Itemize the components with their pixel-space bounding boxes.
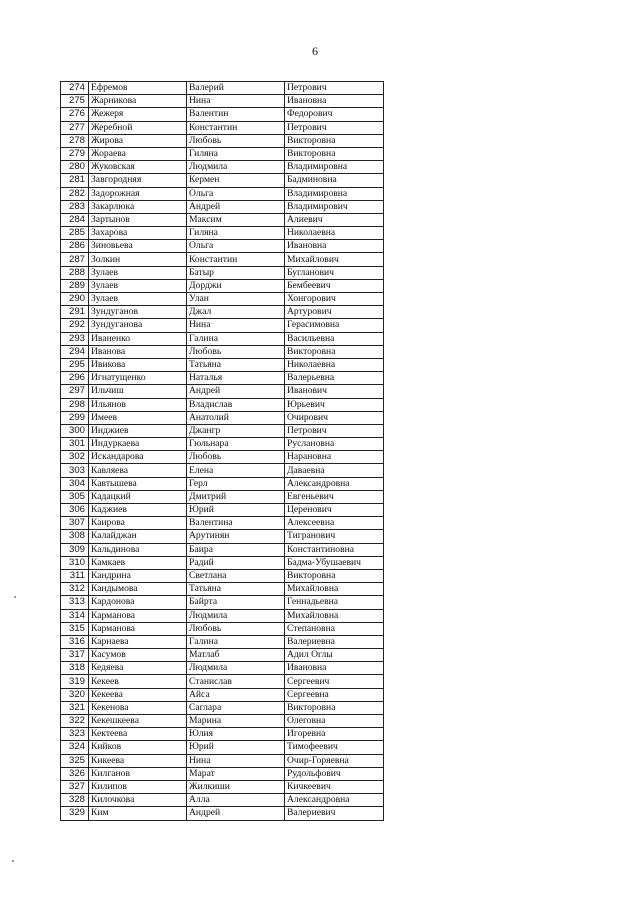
row-number: 282	[61, 187, 89, 200]
first-name-cell: Матлаб	[187, 649, 285, 662]
last-name-cell: Карманова	[89, 622, 187, 635]
last-name-cell: Задорожная	[89, 187, 187, 200]
table-row	[61, 477, 384, 490]
table-row	[61, 108, 384, 121]
last-name-cell: Закарлюка	[89, 200, 187, 213]
first-name-cell: Герл	[187, 477, 285, 490]
last-name-cell: Инджиев	[89, 424, 187, 437]
last-name-cell: Килганов	[89, 767, 187, 780]
patronymic-cell: Руслановна	[285, 438, 384, 451]
last-name-cell: Ефремов	[89, 82, 187, 95]
scan-speck	[14, 596, 16, 598]
row-number: 290	[61, 293, 89, 306]
table-row	[61, 174, 384, 187]
last-name-cell: Каирова	[89, 517, 187, 530]
row-number: 316	[61, 635, 89, 648]
row-number: 289	[61, 279, 89, 292]
last-name-cell: Кандымова	[89, 583, 187, 596]
table-row	[61, 543, 384, 556]
first-name-cell: Саглара	[187, 701, 285, 714]
row-number: 293	[61, 332, 89, 345]
patronymic-cell: Рудольфович	[285, 767, 384, 780]
row-number: 329	[61, 807, 89, 820]
first-name-cell: Байрта	[187, 596, 285, 609]
first-name-cell: Константин	[187, 253, 285, 266]
first-name-cell: Дмитрий	[187, 490, 285, 503]
first-name-cell: Гюльнара	[187, 438, 285, 451]
last-name-cell: Кандрина	[89, 569, 187, 582]
row-number: 277	[61, 121, 89, 134]
patronymic-cell: Бадминовна	[285, 174, 384, 187]
patronymic-cell: Нарановна	[285, 451, 384, 464]
first-name-cell: Станислав	[187, 675, 285, 688]
last-name-cell: Кийков	[89, 741, 187, 754]
patronymic-cell: Владимировна	[285, 161, 384, 174]
last-name-cell: Зулаев	[89, 266, 187, 279]
row-number: 297	[61, 385, 89, 398]
patronymic-cell: Николаевна	[285, 227, 384, 240]
table-row	[61, 794, 384, 807]
row-number: 294	[61, 345, 89, 358]
first-name-cell: Андрей	[187, 807, 285, 820]
patronymic-cell: Хонгорович	[285, 293, 384, 306]
first-name-cell: Юрий	[187, 741, 285, 754]
row-number: 283	[61, 200, 89, 213]
patronymic-cell: Петрович	[285, 424, 384, 437]
table-row	[61, 161, 384, 174]
patronymic-cell: Васильевна	[285, 332, 384, 345]
last-name-cell: Калайджан	[89, 530, 187, 543]
first-name-cell: Айса	[187, 688, 285, 701]
patronymic-cell: Степановна	[285, 622, 384, 635]
patronymic-cell: Артурович	[285, 306, 384, 319]
first-name-cell: Андрей	[187, 200, 285, 213]
last-name-cell: Каджиев	[89, 504, 187, 517]
last-name-cell: Жораева	[89, 147, 187, 160]
first-name-cell: Максим	[187, 213, 285, 226]
table-row	[61, 200, 384, 213]
table-row	[61, 213, 384, 226]
table-row	[61, 569, 384, 582]
patronymic-cell: Викторовна	[285, 701, 384, 714]
row-number: 319	[61, 675, 89, 688]
first-name-cell: Валерий	[187, 82, 285, 95]
row-number: 307	[61, 517, 89, 530]
first-name-cell: Любовь	[187, 622, 285, 635]
row-number: 296	[61, 372, 89, 385]
row-number: 325	[61, 754, 89, 767]
patronymic-cell: Тигранович	[285, 530, 384, 543]
table-row	[61, 583, 384, 596]
first-name-cell: Любовь	[187, 345, 285, 358]
table-row	[61, 741, 384, 754]
patronymic-cell: Николаевна	[285, 358, 384, 371]
first-name-cell: Валентина	[187, 517, 285, 530]
row-number: 328	[61, 794, 89, 807]
first-name-cell: Нина	[187, 319, 285, 332]
table-row	[61, 147, 384, 160]
table-row	[61, 398, 384, 411]
last-name-cell: Кавляева	[89, 464, 187, 477]
row-number: 298	[61, 398, 89, 411]
last-name-cell: Завгородняя	[89, 174, 187, 187]
patronymic-cell: Игоревна	[285, 728, 384, 741]
row-number: 281	[61, 174, 89, 187]
table-row	[61, 279, 384, 292]
last-name-cell: Кадацкий	[89, 490, 187, 503]
patronymic-cell: Валерьевна	[285, 372, 384, 385]
patronymic-cell: Евгеньевич	[285, 490, 384, 503]
table-row	[61, 438, 384, 451]
row-number: 321	[61, 701, 89, 714]
last-name-cell: Иваненко	[89, 332, 187, 345]
table-row	[61, 517, 384, 530]
row-number: 320	[61, 688, 89, 701]
last-name-cell: Зиновьева	[89, 240, 187, 253]
first-name-cell: Константин	[187, 121, 285, 134]
last-name-cell: Кекешкеева	[89, 715, 187, 728]
table-row	[61, 464, 384, 477]
table-row	[61, 596, 384, 609]
first-name-cell: Любовь	[187, 134, 285, 147]
row-number: 295	[61, 358, 89, 371]
names-table-body	[61, 82, 384, 821]
patronymic-cell: Михайловна	[285, 609, 384, 622]
table-row	[61, 807, 384, 820]
table-row	[61, 490, 384, 503]
row-number: 284	[61, 213, 89, 226]
row-number: 305	[61, 490, 89, 503]
row-number: 299	[61, 411, 89, 424]
patronymic-cell: Геннадьевна	[285, 596, 384, 609]
patronymic-cell: Ивановна	[285, 662, 384, 675]
patronymic-cell: Петрович	[285, 82, 384, 95]
row-number: 291	[61, 306, 89, 319]
first-name-cell: Марина	[187, 715, 285, 728]
first-name-cell: Юрий	[187, 504, 285, 517]
row-number: 310	[61, 556, 89, 569]
last-name-cell: Зундуганов	[89, 306, 187, 319]
table-row	[61, 121, 384, 134]
row-number: 288	[61, 266, 89, 279]
scan-speck	[12, 860, 14, 862]
patronymic-cell: Викторовна	[285, 345, 384, 358]
patronymic-cell: Сергеевна	[285, 688, 384, 701]
last-name-cell: Кардонова	[89, 596, 187, 609]
first-name-cell: Татьяна	[187, 358, 285, 371]
patronymic-cell: Михайловна	[285, 583, 384, 596]
patronymic-cell: Александровна	[285, 794, 384, 807]
row-number: 327	[61, 780, 89, 793]
last-name-cell: Зулаев	[89, 293, 187, 306]
first-name-cell: Радий	[187, 556, 285, 569]
row-number: 308	[61, 530, 89, 543]
first-name-cell: Гиляна	[187, 227, 285, 240]
table-row	[61, 662, 384, 675]
patronymic-cell: Очир-Горяевна	[285, 754, 384, 767]
first-name-cell: Гиляна	[187, 147, 285, 160]
table-row	[61, 635, 384, 648]
first-name-cell: Татьяна	[187, 583, 285, 596]
first-name-cell: Кермен	[187, 174, 285, 187]
row-number: 286	[61, 240, 89, 253]
patronymic-cell: Викторовна	[285, 569, 384, 582]
table-row	[61, 530, 384, 543]
first-name-cell: Валентин	[187, 108, 285, 121]
table-row	[61, 424, 384, 437]
patronymic-cell: Церенович	[285, 504, 384, 517]
row-number: 278	[61, 134, 89, 147]
last-name-cell: Кекеева	[89, 688, 187, 701]
row-number: 311	[61, 569, 89, 582]
first-name-cell: Марат	[187, 767, 285, 780]
first-name-cell: Елена	[187, 464, 285, 477]
patronymic-cell: Владимирович	[285, 200, 384, 213]
table-row	[61, 266, 384, 279]
first-name-cell: Галина	[187, 332, 285, 345]
patronymic-cell: Юрьевич	[285, 398, 384, 411]
patronymic-cell: Даваевна	[285, 464, 384, 477]
row-number: 274	[61, 82, 89, 95]
patronymic-cell: Федорович	[285, 108, 384, 121]
last-name-cell: Кекеев	[89, 675, 187, 688]
patronymic-cell: Очирович	[285, 411, 384, 424]
patronymic-cell: Валериевна	[285, 635, 384, 648]
row-number: 314	[61, 609, 89, 622]
row-number: 324	[61, 741, 89, 754]
table-row	[61, 556, 384, 569]
last-name-cell: Жарникова	[89, 95, 187, 108]
patronymic-cell: Алиевич	[285, 213, 384, 226]
row-number: 292	[61, 319, 89, 332]
table-row	[61, 609, 384, 622]
last-name-cell: Ким	[89, 807, 187, 820]
table-row	[61, 319, 384, 332]
first-name-cell: Владислав	[187, 398, 285, 411]
row-number: 303	[61, 464, 89, 477]
table-row	[61, 411, 384, 424]
table-row	[61, 649, 384, 662]
row-number: 309	[61, 543, 89, 556]
row-number: 275	[61, 95, 89, 108]
first-name-cell: Батыр	[187, 266, 285, 279]
row-number: 285	[61, 227, 89, 240]
table-row	[61, 767, 384, 780]
patronymic-cell: Ивановна	[285, 95, 384, 108]
last-name-cell: Зулаев	[89, 279, 187, 292]
row-number: 312	[61, 583, 89, 596]
row-number: 318	[61, 662, 89, 675]
first-name-cell: Алла	[187, 794, 285, 807]
last-name-cell: Карнаева	[89, 635, 187, 648]
last-name-cell: Ильчиш	[89, 385, 187, 398]
last-name-cell: Зартынов	[89, 213, 187, 226]
table-row	[61, 227, 384, 240]
row-number: 304	[61, 477, 89, 490]
table-row	[61, 780, 384, 793]
last-name-cell: Кальдинова	[89, 543, 187, 556]
last-name-cell: Игнатущенко	[89, 372, 187, 385]
table-row	[61, 306, 384, 319]
patronymic-cell: Иванович	[285, 385, 384, 398]
row-number: 280	[61, 161, 89, 174]
table-row	[61, 504, 384, 517]
first-name-cell: Людмила	[187, 662, 285, 675]
last-name-cell: Ивикова	[89, 358, 187, 371]
first-name-cell: Людмила	[187, 161, 285, 174]
table-row	[61, 754, 384, 767]
last-name-cell: Кикеева	[89, 754, 187, 767]
row-number: 313	[61, 596, 89, 609]
first-name-cell: Нина	[187, 754, 285, 767]
patronymic-cell: Сергеевич	[285, 675, 384, 688]
patronymic-cell: Бадма-Убушаевич	[285, 556, 384, 569]
table-row	[61, 293, 384, 306]
row-number: 306	[61, 504, 89, 517]
last-name-cell: Искандарова	[89, 451, 187, 464]
patronymic-cell: Валериевич	[285, 807, 384, 820]
last-name-cell: Имеев	[89, 411, 187, 424]
patronymic-cell: Тимофеевич	[285, 741, 384, 754]
first-name-cell: Джангр	[187, 424, 285, 437]
table-row	[61, 372, 384, 385]
table-row	[61, 675, 384, 688]
patronymic-cell: Владимировна	[285, 187, 384, 200]
first-name-cell: Дорджи	[187, 279, 285, 292]
last-name-cell: Кавтышева	[89, 477, 187, 490]
row-number: 276	[61, 108, 89, 121]
table-row	[61, 332, 384, 345]
first-name-cell: Ольга	[187, 187, 285, 200]
last-name-cell: Жирова	[89, 134, 187, 147]
last-name-cell: Индуркаева	[89, 438, 187, 451]
patronymic-cell: Викторовна	[285, 134, 384, 147]
last-name-cell: Жежеря	[89, 108, 187, 121]
table-row	[61, 82, 384, 95]
last-name-cell: Карманова	[89, 609, 187, 622]
first-name-cell: Светлана	[187, 569, 285, 582]
table-row	[61, 385, 384, 398]
last-name-cell: Жеребной	[89, 121, 187, 134]
patronymic-cell: Герасимовна	[285, 319, 384, 332]
last-name-cell: Камкаев	[89, 556, 187, 569]
table-row	[61, 253, 384, 266]
patronymic-cell: Петрович	[285, 121, 384, 134]
patronymic-cell: Ивановна	[285, 240, 384, 253]
row-number: 326	[61, 767, 89, 780]
names-table	[60, 81, 384, 821]
last-name-cell: Золкин	[89, 253, 187, 266]
row-number: 287	[61, 253, 89, 266]
first-name-cell: Баира	[187, 543, 285, 556]
patronymic-cell: Адил Оглы	[285, 649, 384, 662]
patronymic-cell: Константиновна	[285, 543, 384, 556]
first-name-cell: Людмила	[187, 609, 285, 622]
row-number: 322	[61, 715, 89, 728]
patronymic-cell: Олеговна	[285, 715, 384, 728]
patronymic-cell: Викторовна	[285, 147, 384, 160]
table-row	[61, 715, 384, 728]
row-number: 317	[61, 649, 89, 662]
first-name-cell: Андрей	[187, 385, 285, 398]
first-name-cell: Любовь	[187, 451, 285, 464]
patronymic-cell: Кичкеевич	[285, 780, 384, 793]
last-name-cell: Захарова	[89, 227, 187, 240]
row-number: 301	[61, 438, 89, 451]
first-name-cell: Наталья	[187, 372, 285, 385]
first-name-cell: Арутинян	[187, 530, 285, 543]
table-row	[61, 358, 384, 371]
first-name-cell: Ольга	[187, 240, 285, 253]
first-name-cell: Нина	[187, 95, 285, 108]
table-row	[61, 95, 384, 108]
patronymic-cell: Бембеевич	[285, 279, 384, 292]
table-row	[61, 451, 384, 464]
last-name-cell: Кедяева	[89, 662, 187, 675]
last-name-cell: Касумов	[89, 649, 187, 662]
last-name-cell: Кекенова	[89, 701, 187, 714]
table-row	[61, 240, 384, 253]
patronymic-cell: Алексеевна	[285, 517, 384, 530]
table-row	[61, 728, 384, 741]
patronymic-cell: Михайлович	[285, 253, 384, 266]
last-name-cell: Килипов	[89, 780, 187, 793]
last-name-cell: Кектеева	[89, 728, 187, 741]
table-row	[61, 187, 384, 200]
last-name-cell: Иванова	[89, 345, 187, 358]
page-number: 6	[312, 44, 318, 58]
table-row	[61, 701, 384, 714]
table-row	[61, 345, 384, 358]
row-number: 300	[61, 424, 89, 437]
first-name-cell: Жилкиши	[187, 780, 285, 793]
last-name-cell: Жуковская	[89, 161, 187, 174]
row-number: 315	[61, 622, 89, 635]
last-name-cell: Зундуганова	[89, 319, 187, 332]
table-row	[61, 622, 384, 635]
row-number: 302	[61, 451, 89, 464]
last-name-cell: Килочкова	[89, 794, 187, 807]
first-name-cell: Улан	[187, 293, 285, 306]
table-row	[61, 688, 384, 701]
last-name-cell: Ильянов	[89, 398, 187, 411]
row-number: 323	[61, 728, 89, 741]
patronymic-cell: Бугланович	[285, 266, 384, 279]
first-name-cell: Галина	[187, 635, 285, 648]
first-name-cell: Юлия	[187, 728, 285, 741]
first-name-cell: Анатолий	[187, 411, 285, 424]
row-number: 279	[61, 147, 89, 160]
first-name-cell: Джал	[187, 306, 285, 319]
patronymic-cell: Александровна	[285, 477, 384, 490]
table-row	[61, 134, 384, 147]
